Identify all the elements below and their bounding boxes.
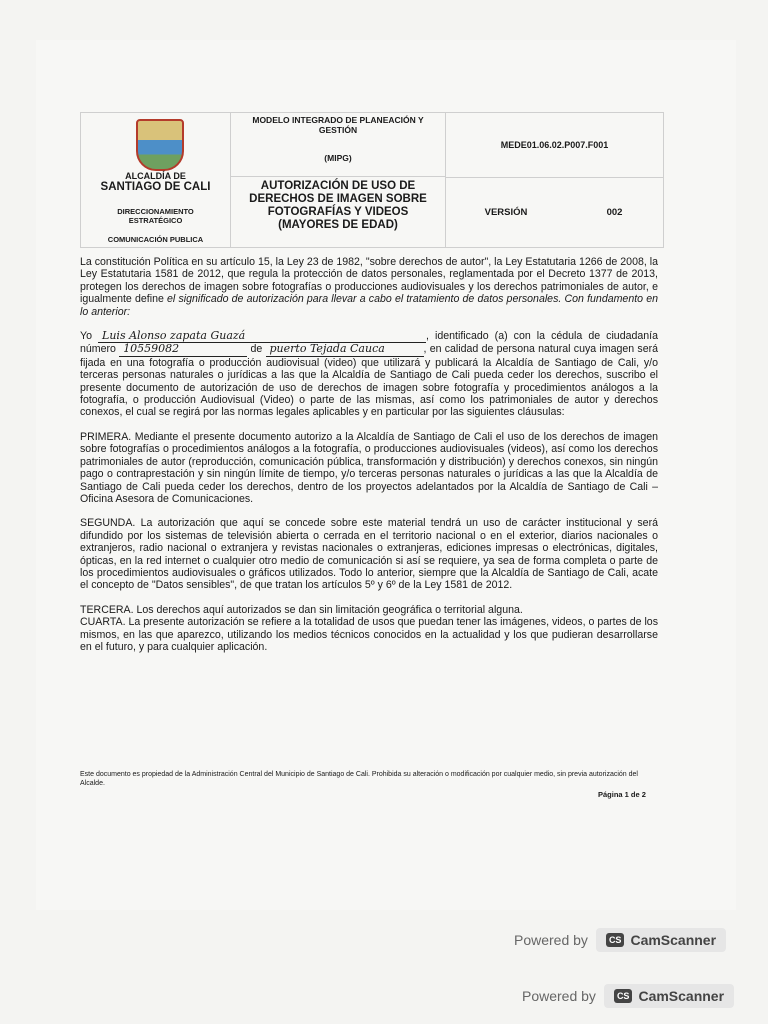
intro-paragraph: [80, 256, 658, 318]
declaration-paragraph: [80, 330, 658, 419]
camscanner-badge: [604, 984, 734, 1008]
city-shield-icon: [136, 119, 184, 171]
model-title: MODELO INTEGRADO DE PLANEACIÓN Y GESTIÓN: [252, 115, 424, 135]
id-text: , identificado (a) con la cédula de ciudadanía número: [80, 330, 658, 356]
powered-by-label: Powered by: [522, 988, 596, 1004]
camscanner-brand: CamScanner: [638, 988, 725, 1004]
camscanner-logo-icon: CS: [606, 933, 625, 947]
header-code-cell: [446, 113, 663, 247]
camscanner-watermark-1: [514, 928, 726, 952]
city-field[interactable]: puerto Tejada Cauca: [266, 343, 424, 356]
ownership-note: Este documento es propiedad de la Administración Central del Municipio de Santiago de Cali. Prohibida su alteración o modificación por cualquier medio, sin previa autorización del Alcalde.: [80, 771, 638, 787]
de-label: de: [250, 343, 263, 356]
org-line1: ALCALDÍA DE: [125, 171, 186, 181]
org-line2: SANTIAGO DE CALI: [100, 181, 211, 193]
header-title-cell: [231, 113, 446, 247]
document-body: [80, 256, 658, 665]
page-number: Página 1 de 2: [598, 790, 646, 799]
camscanner-brand: CamScanner: [630, 932, 717, 948]
clause-cuarta: CUARTA. La presente autorización se refiere a la totalidad de usos que puedan tener las imágenes, videos, o partes de los mismos, en las que aparezco, utilizando los medios técnicos conocidos en la actualidad y los que pudieran desarrollarse en el futuro, y para cualquier aplicación.: [80, 616, 658, 653]
version-value: 002: [606, 207, 623, 218]
area: COMUNICACIÓN PUBLICA: [107, 235, 204, 244]
powered-by-label: Powered by: [514, 932, 588, 948]
intro-text-a: La constitución Política en su artículo 15, la Ley 23 de 1982, "sobre derechos de autor", la Ley Estatutaria 1266 de 2008, la Ley Estatutaria 1581 de 2012, que regula la protección de datos personales, reglamentada por el Decreto 1377 de 2013, protegen los derechos de imagen sobre fotografías o producciones audiovisuales y los derechos patrimoniales de autor, e igualmente define: [80, 256, 658, 306]
camscanner-logo-icon: CS: [614, 989, 633, 1003]
document-title: AUTORIZACIÓN DE USO DE DERECHOS DE IMAGEN SOBRE FOTOGRAFÍAS Y VIDEOS (MAYORES DE EDAD): [249, 180, 427, 231]
signer-name-field[interactable]: Luis Alonso zapata Guazá: [98, 330, 426, 343]
declaration-text: , en calidad de persona natural cuya imagen será fijada en una fotografía o producción audiovisual (video) que utilizará y publicará la Alcaldía de Santiago de Cali, y/o terceras personas naturales o jurídicas a las que la Alcaldía de Santiago de Cali pueda ceder los derechos, suscribo el presente documento de autorización de uso de derechos de imagen sobre fotografía y procedimientos análogos a la fotografía, o producción Audiovisual (Video) o parte de las mismas, así como los patrimoniales de autor y derechos conexos, el cual se regirá por las normas legales aplicables y en particular por las siguientes cláusulas:: [80, 343, 659, 419]
clause-tercera: TERCERA. Los derechos aquí autorizados se dan sin limitación geográfica o territorial alguna.: [80, 603, 523, 616]
document-header: [80, 112, 664, 248]
version-label: VERSIÓN: [484, 207, 528, 218]
camscanner-badge: [596, 928, 726, 952]
header-logo-cell: [81, 113, 231, 247]
department: DIRECCIONAMIENTO ESTRATÉGICO: [117, 207, 194, 225]
clause-segunda: SEGUNDA. La autorización que aquí se concede sobre este material tendrá un uso de carácter institucional y será difundido por los sistemas de televisión abierta o cerrada en el territorio nacional o en el exterior, diarios nacionales o extranjeros, radio nacional o extranjera y revistas nacionales o extranjeras, ediciones impresas o electrónicas, digitales, ópticas, en la red internet o cualquier otro medio de comunicación si así se requiere, ya sea de forma completa o parte de los procedimientos audiovisuales o gráficos utilizados. Todo lo anterior, siempre que la Alcaldía de Santiago de Cali, acate el concepto de "Datos sensibles", de que tratan los artículos 5º y 6º de la Ley 1581 de 2012.: [80, 517, 658, 592]
camscanner-watermark-2: [522, 984, 734, 1008]
document-code: MEDE01.06.02.P007.F001: [446, 113, 663, 178]
intro-text-b: el significado de autorización para llevar a cabo el tratamiento de datos personales.: [167, 293, 562, 306]
mipg-label: (MIPG): [324, 153, 352, 163]
intro-text-c: Con fundamento en lo anterior:: [80, 293, 658, 318]
yo-label: Yo: [80, 330, 92, 343]
model-title-cell: [231, 113, 445, 177]
version-row: [446, 178, 663, 247]
id-number-field[interactable]: 10559082: [119, 343, 247, 356]
clause-primera: PRIMERA. Mediante el presente documento autorizo a la Alcaldía de Santiago de Cali el uso de los derechos de imagen sobre fotografías o procedimientos análogos a la fotografía, o producciones audiovisuales (videos), así como los derechos patrimoniales de autor (reproducción, comunicación pública, transformación y distribución) y derechos conexos, sin ningún pago o contraprestación y sin ningún límite de tiempo, y/o terceras personas naturales o jurídicas a las que la Alcaldía de Santiago de Cali pueda ceder los derechos, dentro de los proyectos adelantados por la Alcaldía de Santiago de Cali – Oficina Asesora de Comunicaciones.: [80, 430, 658, 505]
